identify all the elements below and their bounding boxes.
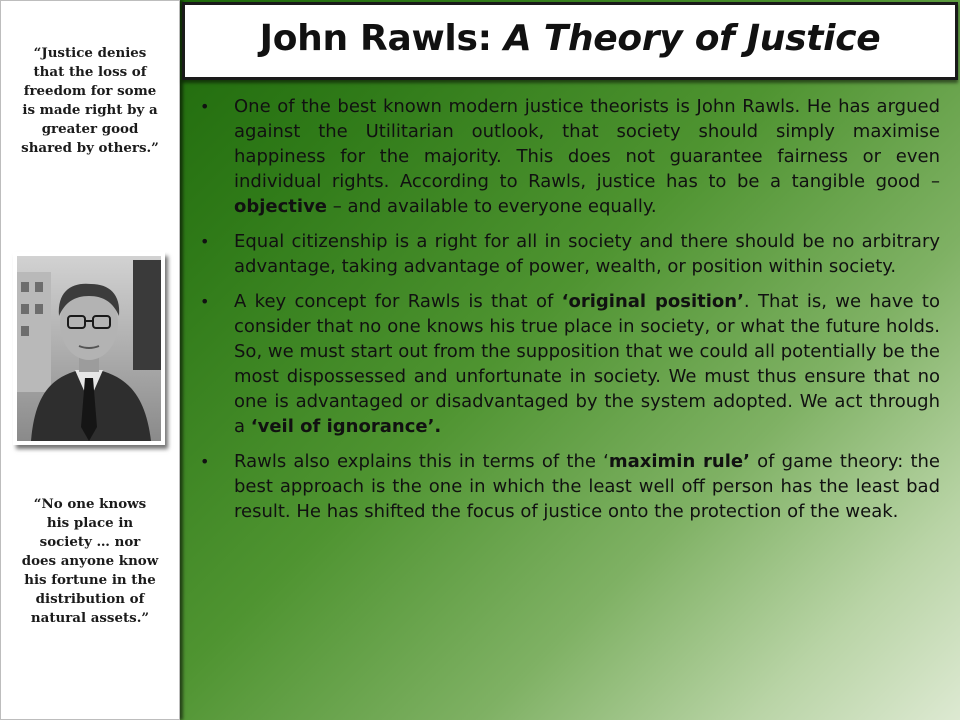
title-book: A Theory of Justice [503, 18, 881, 59]
sidebar-quote-top: “Justice denies that the loss of freedom for some is made right by a greater good shared by others.” [21, 45, 159, 156]
bullet-item [200, 449, 940, 524]
portrait-photo-icon [13, 252, 165, 445]
bullet-emphasis: ‘veil of ignorance’. [250, 416, 442, 437]
bullet-text: of game theory: the best approach is the one in which the least well off person has the least bad result. He has shifted the focus of justice onto the protection of the weak. [234, 451, 940, 522]
bullet-item [200, 94, 940, 219]
bullet-text: One of the best known modern justice theorists is John Rawls. He has argued against the Utilitarian outlook, that society should simply maximise happiness for the majority. This does not guarantee fairness or even individual rights. According to Rawls, justice has to be a tangible good – [234, 96, 940, 192]
bullet-text: Rawls also explains this in terms of the ‘ [234, 451, 609, 472]
bullet-dot-icon: • [200, 452, 210, 471]
bullet-emphasis: objective [234, 196, 328, 217]
title-author: John Rawls: [259, 18, 504, 59]
bullet-text: . That is, we have to consider that no one knows his true place in society, or what the future holds. So, we must start out from the supposition that we could all potentially be the most dispossessed and unfortunate in society. We must thus ensure that no one is advantaged or disadvantaged by the system adopted. We act through a [234, 291, 940, 437]
title-box [182, 2, 958, 80]
bullet-emphasis: maximin rule’ [608, 451, 750, 472]
bullet-list [200, 94, 940, 534]
bullet-item [200, 289, 940, 439]
bullet-dot-icon: • [200, 97, 210, 116]
quote-sidebar [0, 0, 180, 720]
bullet-text: A key concept for Rawls is that of [234, 291, 562, 312]
bullet-item [200, 229, 940, 279]
bullet-text: Equal citizenship is a right for all in society and there should be no arbitrary advantage, taking advantage of power, wealth, or position within society. [234, 231, 940, 277]
page-title [185, 15, 955, 63]
bullet-emphasis: ‘original position’ [561, 291, 744, 312]
bullet-dot-icon: • [200, 232, 210, 251]
bullet-dot-icon: • [200, 292, 210, 311]
bullet-text: – and available to everyone equally. [327, 196, 657, 217]
sidebar-quote-bottom: “No one knows his place in society … nor does anyone know his fortune in the distribution of natural assets.” [21, 496, 159, 626]
